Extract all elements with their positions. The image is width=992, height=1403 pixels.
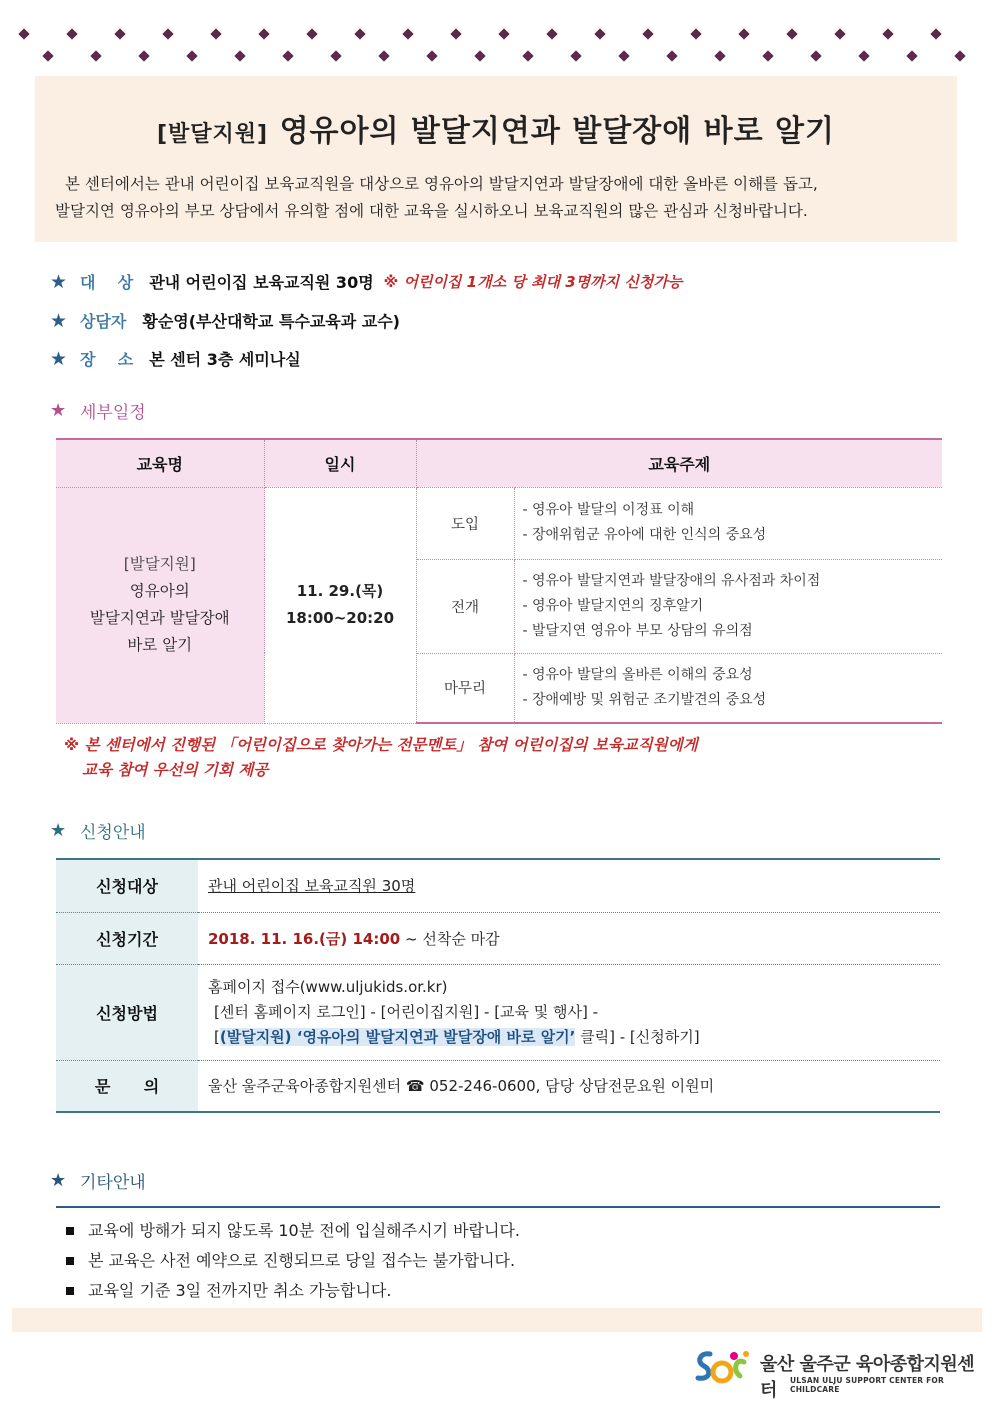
apply-section-heading xyxy=(50,818,146,843)
contact-value: 울산 울주군육아종합지원센터 ☎ 052-246-0600, 담당 상담전문요원 이원미 xyxy=(198,1060,940,1112)
diamond-border-decoration xyxy=(0,20,992,64)
schedule-table xyxy=(56,438,942,724)
center-logo xyxy=(694,1348,984,1401)
apply-table xyxy=(56,858,940,1113)
topic-item: - 영유아 발달의 이정표 이해 xyxy=(522,502,695,518)
intro-line-2: 발달지연 영유아의 부모 상담에서 유의할 점에 대한 교육을 실시하오니 보육교직원의 많은 관심과 신청바랍니다. xyxy=(55,202,808,220)
apply-target-value xyxy=(198,859,940,912)
info-label: 상담자 xyxy=(80,312,127,331)
program-tag: [발달지원] xyxy=(123,555,196,573)
topic-item: - 영유아 발달의 올바른 이해의 중요성 xyxy=(522,666,753,683)
apply-section-title: 신청안내 xyxy=(80,823,146,843)
footer-bar xyxy=(12,1308,982,1332)
misc-list xyxy=(56,1206,940,1316)
table-row xyxy=(56,912,940,964)
square-bullet-icon xyxy=(66,1257,74,1265)
apply-period-suffix: ~ 선착순 마감 xyxy=(405,929,500,948)
topic-item: - 발달지연 영유아 부모 상담의 유의점 xyxy=(522,622,753,639)
header-datetime: 일시 xyxy=(264,439,416,487)
program-name-cell xyxy=(56,487,264,723)
contact-label: 문 의 xyxy=(56,1060,198,1112)
table-header-row xyxy=(56,439,942,487)
star-icon: ★ xyxy=(50,1170,67,1191)
apply-method-value xyxy=(198,964,940,1060)
method-line-3 xyxy=(208,1025,940,1050)
topic-list xyxy=(514,487,942,559)
apply-period-value xyxy=(198,912,940,964)
apply-method-label: 신청방법 xyxy=(56,964,198,1060)
schedule-section-heading xyxy=(50,398,146,423)
datetime-cell xyxy=(264,487,416,723)
apply-period-label: 신청기간 xyxy=(56,912,198,964)
method-line-3-prefix: [ xyxy=(214,1027,220,1046)
square-bullet-icon xyxy=(66,1227,74,1235)
table-row xyxy=(56,487,942,559)
topic-list xyxy=(514,653,942,723)
program-line-3: 바로 알기 xyxy=(127,636,193,654)
misc-section-title: 기타안내 xyxy=(80,1173,146,1193)
remark-line-2: 교육 참여 우선의 기회 제공 xyxy=(82,761,269,779)
intro-line-1: 본 센터에서는 관내 어린이집 보육교직원을 대상으로 영유아의 발달지연과 발달장애에 대한 올바른 이해를 돕고, xyxy=(65,175,818,193)
list-item xyxy=(66,1276,940,1306)
star-icon: ★ xyxy=(50,820,67,841)
priority-remark xyxy=(64,733,698,783)
list-item xyxy=(66,1216,940,1246)
phase-label: 마무리 xyxy=(416,653,514,723)
info-target xyxy=(50,270,682,293)
misc-section-heading xyxy=(50,1168,146,1193)
header-program: 교육명 xyxy=(56,439,264,487)
info-value: 본 센터 3층 세미나실 xyxy=(149,350,301,369)
program-line-2: 발달지연과 발달장애 xyxy=(89,609,230,627)
method-line-3-suffix: 클릭] - [신청하기] xyxy=(575,1027,700,1046)
topic-item: - 장애예방 및 위험군 조기발견의 중요성 xyxy=(522,691,767,708)
star-icon: ★ xyxy=(50,309,68,332)
event-date: 11. 29.(목) xyxy=(296,582,384,600)
title-tag: [발달지원] xyxy=(156,122,269,147)
misc-item-text: 교육에 방해가 되지 않도록 10분 전에 입실해주시기 바랍니다. xyxy=(88,1221,520,1240)
logo-subtitle: ULSAN ULJU SUPPORT CENTER FOR CHILDCARE xyxy=(790,1376,944,1394)
info-label: 대 상 xyxy=(80,273,134,292)
square-bullet-icon xyxy=(66,1287,74,1295)
phase-label: 전개 xyxy=(416,559,514,653)
list-item xyxy=(66,1246,940,1276)
table-row xyxy=(56,964,940,1060)
header-topics: 교육주제 xyxy=(416,439,942,487)
topic-item: - 영유아 발달지연의 징후알기 xyxy=(522,597,704,614)
center-logo-icon xyxy=(694,1348,752,1388)
topic-list xyxy=(514,559,942,653)
apply-period-date: 2018. 11. 16.(금) 14:00 xyxy=(208,929,401,948)
star-icon: ★ xyxy=(50,400,67,421)
intro-text xyxy=(55,171,945,225)
apply-target-text: 관내 어린이집 보육교직원 30명 xyxy=(208,877,416,896)
method-line-2: [센터 홈페이지 로그인] - [어린이집지원] - [교육 및 행사] - xyxy=(214,1002,599,1021)
topic-item: - 영유아 발달지연과 발달장애의 유사점과 차이점 xyxy=(522,572,821,589)
method-program-link[interactable]: (발달지원) ‘영유아의 발달지연과 발달장애 바로 알기’ xyxy=(219,1027,576,1046)
remark-line-1: ※ 본 센터에서 진행된 「어린이집으로 찾아가는 전문멘토」 참여 어린이집의 보육교직원에게 xyxy=(64,736,698,754)
title-main: 영유아의 발달지연과 발달장애 바로 알기 xyxy=(279,114,835,149)
table-row xyxy=(56,859,940,912)
method-line-1: 홈페이지 접수(www.uljukids.or.kr) xyxy=(208,977,448,996)
info-counselor xyxy=(50,309,400,332)
info-location xyxy=(50,347,301,370)
table-row xyxy=(56,1060,940,1112)
info-value: 관내 어린이집 보육교직원 30명 xyxy=(149,273,374,292)
schedule-section-title: 세부일정 xyxy=(80,403,146,423)
page-title xyxy=(35,106,957,150)
star-icon: ★ xyxy=(50,347,68,370)
logo-name: 울산 울주군 육아종합지원센터 xyxy=(760,1354,975,1401)
header-banner xyxy=(35,76,957,242)
misc-item-text: 본 교육은 사전 예약으로 진행되므로 당일 접수는 불가합니다. xyxy=(88,1251,516,1270)
info-value: 황순영(부산대학교 특수교육과 교수) xyxy=(142,312,400,331)
star-icon: ★ xyxy=(50,270,68,293)
apply-target-label: 신청대상 xyxy=(56,859,198,912)
info-label: 장 소 xyxy=(80,350,134,369)
phase-label: 도입 xyxy=(416,487,514,559)
topic-item: - 장애위험군 유아에 대한 인식의 중요성 xyxy=(522,527,767,543)
program-line-1: 영유아의 xyxy=(129,582,190,600)
info-note: ※ 어린이집 1개소 당 최대 3명까지 신청가능 xyxy=(383,273,683,291)
misc-item-text: 교육일 기준 3일 전까지만 취소 가능합니다. xyxy=(88,1281,392,1300)
event-time: 18:00~20:20 xyxy=(285,609,395,627)
